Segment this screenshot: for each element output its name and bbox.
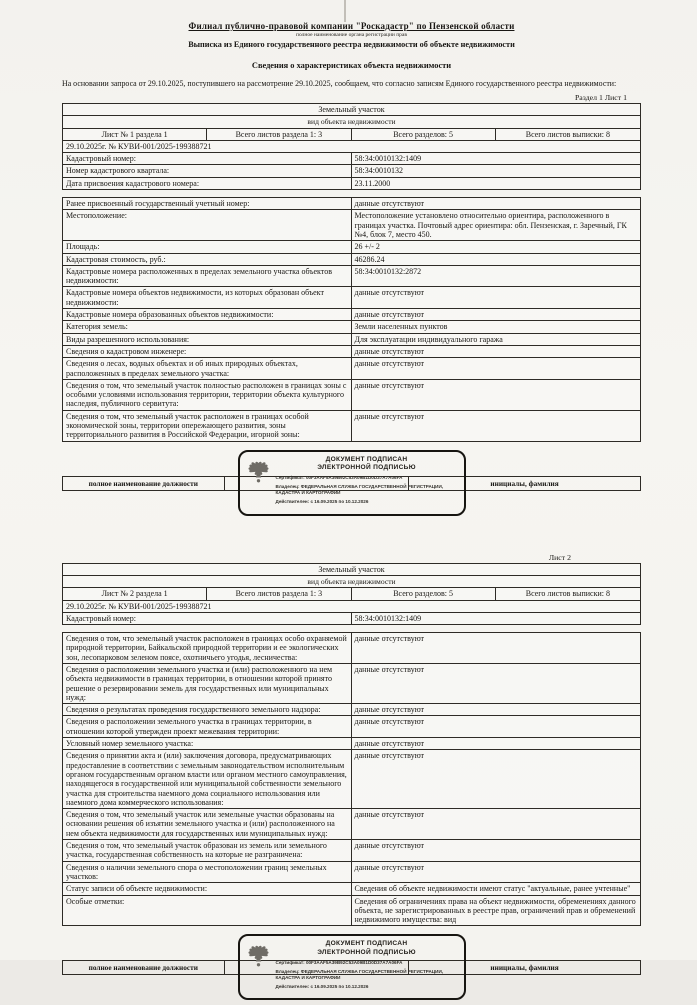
intro-text: На основании запроса от 29.10.2025, поступившего на рассмотрение 29.10.2025, сообщаем, что согласно записям Единого государственного реестра недвижимости: (62, 79, 617, 88)
document-content (62, 0, 641, 1005)
object-type-caption: вид объекта недвижимости (307, 576, 396, 586)
table-row (63, 840, 640, 862)
doc-number: 29.10.2025г. № КУВИ-001/2025-199388721 (66, 601, 212, 611)
row-label: Сведения о результатах проведения государственного земельного надзора: (63, 704, 352, 715)
row-value: данные отсутствуют (354, 310, 425, 320)
stamp-owner: Владелец: ФЕДЕРАЛЬНАЯ СЛУЖБА ГОСУДАРСТВЕННОЙ РЕГИСТРАЦИИ, КАДАСТРА И КАРТОГРАФИИ (275, 484, 444, 496)
digital-signature-stamp (238, 934, 466, 1000)
row-value: Земли населенных пунктов (354, 322, 448, 332)
row-label: Сведения о том, что земельный участок полностью расположен в границах зоны с особыми условиями использования территории, территории объекта культурного наследия, публичного сервитута: (63, 380, 352, 410)
row-value: данные отсутствуют (354, 411, 425, 421)
stamp-title-line1: ДОКУМЕНТ ПОДПИСАН (325, 940, 408, 948)
org-name-caption: полное наименование органа регистрации прав (296, 32, 407, 38)
row-label: Кадастровый номер: (63, 153, 352, 164)
table-row (63, 664, 640, 704)
meta-sheet-number: Лист № 1 раздела 1 (63, 129, 207, 140)
meta-total-sheets: Всего листов выписки: 8 (525, 129, 610, 139)
row-label: Дата присвоения кадастрового номера: (63, 178, 352, 189)
row-label: Сведения о том, что земельный участок расположен в границах особо охраняемой природной территории, Байкальской природной территории и ее экологических зон, лесопарковом зеленом поясе, охотничьего угодья, лесничества: (63, 633, 352, 663)
signature-block (62, 447, 641, 521)
row-label: Кадастровые номера расположенных в пределах земельного участка объектов недвижимости: (63, 266, 352, 287)
stamp-certificate: Сертификат: 00F3AAF5A39B92C53A09B1D0D37A7A06FA (275, 475, 403, 481)
row-value: 58:34:0010132:1409 (354, 613, 422, 623)
object-type-caption: вид объекта недвижимости (307, 117, 396, 127)
signature-position-caption: полное наименование должности (63, 961, 225, 974)
row-value: 58:34:0010132:2872 (354, 266, 422, 276)
meta-sheet-number: Лист № 2 раздела 1 (63, 588, 207, 599)
row-label: Кадастровые номера объектов недвижимости, из которых образован объект недвижимости: (63, 287, 352, 308)
row-value: 26 +/- 2 (354, 242, 380, 252)
row-label: Сведения о кадастровом инженере: (63, 346, 352, 357)
table-row (63, 716, 640, 738)
stamp-certificate: Сертификат: 00F3AAF5A39B92C53A09B1D0D37A7A06FA (275, 960, 403, 966)
coat-of-arms-icon (246, 943, 271, 970)
stamp-validity: Действителен: с 16.09.2025 по 10.12.2026 (275, 499, 369, 505)
row-value: данные отсутствуют (354, 634, 425, 644)
row-label: Сведения о том, что земельный участок или земельные участки образованы на основании решения об изъятии земельного участка и (или) расположенного на нем объекта недвижимости для государственных или муниципальных нужд: (63, 809, 352, 839)
stamp-title-line2: ЭЛЕКТРОННОЙ ПОДПИСЬЮ (317, 948, 416, 956)
row-label: Категория земель: (63, 321, 352, 332)
table-row (63, 210, 640, 241)
row-label: Сведения о наличии земельного спора о местоположении границ земельных участков: (63, 862, 352, 883)
table-row (63, 321, 640, 333)
row-value: данные отсутствуют (354, 664, 425, 674)
row-label: Сведения о расположении земельного участка в границах территории, в отношении которой утвержден проект межевания территории: (63, 716, 352, 737)
row-label: Местоположение: (63, 210, 352, 240)
row-value: 58:34:0010132:1409 (354, 154, 422, 164)
digital-signature-stamp (238, 450, 466, 516)
row-value: данные отсутствуют (354, 739, 425, 749)
row-value: данные отсутствуют (354, 751, 425, 761)
row-value: 58:34:0010132 (354, 166, 403, 176)
object-type: Земельный участок (318, 564, 385, 574)
sheet1-details-table (62, 197, 641, 442)
table-row (63, 738, 640, 750)
document-title: Выписка из Единого государственного реестра недвижимости об объекте недвижимости (188, 40, 515, 49)
table-row (63, 178, 640, 189)
table-row (63, 411, 640, 441)
table-row (63, 704, 640, 716)
row-value: данные отсутствуют (354, 841, 425, 851)
table-row (63, 266, 640, 288)
sheet-meta-row (63, 588, 640, 600)
row-label: Статус записи об объекте недвижимости: (63, 883, 352, 894)
meta-total-sheets: Всего листов выписки: 8 (525, 589, 610, 599)
row-value: Местоположение установлено относительно ориентира, расположенного в границах участка. Почтовый адрес ориентира: обл. Пензенская, г. Заречный, ГК №4, блок 7, место 450. (354, 211, 627, 239)
table-row (63, 241, 640, 253)
table-row (63, 346, 640, 358)
sheet2-header-table (62, 563, 641, 625)
section-sheet-label: Раздел 1 Лист 1 (574, 93, 627, 102)
stamp-title-line2: ЭЛЕКТРОННОЙ ПОДПИСЬЮ (317, 464, 416, 472)
table-row (63, 309, 640, 321)
table-row (63, 254, 640, 266)
signature-block (62, 931, 641, 1005)
meta-section-sheets: Всего листов раздела 1: 3 (207, 129, 351, 140)
table-row (63, 287, 640, 309)
meta-total-sections: Всего разделов: 5 (352, 588, 496, 599)
table-row (63, 896, 640, 926)
row-value: данные отсутствуют (354, 359, 425, 369)
row-value: Сведения об объекте недвижимости имеют статус "актуальные, ранее учтенные" (354, 884, 631, 894)
row-label: Кадастровый номер: (63, 613, 352, 624)
table-row (63, 153, 640, 165)
sheet2-details-table (62, 632, 641, 926)
sheet-meta-row (63, 129, 640, 141)
row-label: Кадастровые номера образованных объектов недвижимости: (63, 309, 352, 320)
meta-section-sheets: Всего листов раздела 1: 3 (207, 588, 351, 599)
row-value: Сведения об ограничениях права на объект недвижимости, обременениях данного объекта, не зарегистрированных в реестре прав, ограничений прав и обременений недвижимого имущества: вид (354, 896, 636, 925)
sheet2-label: Лист 2 (548, 552, 571, 562)
org-name: Филиал публично-правовой компании "Роскадастр" по Пензенской области (188, 21, 515, 31)
row-value: Для эксплуатации индивидуального гаража (354, 334, 503, 344)
table-row (63, 613, 640, 624)
table-row (63, 380, 640, 411)
table-row (63, 633, 640, 664)
table-row (63, 750, 640, 809)
table-row (63, 862, 640, 884)
row-value: 46286.24 (354, 254, 385, 264)
row-value: данные отсутствуют (354, 717, 425, 727)
row-label: Сведения о расположении земельного участка и (или) расположенного на нем объекта недвижимости в границах территории, в отношении которой принято решение о резервировании земель для государственных или муниципальных нужд: (63, 664, 352, 703)
row-value: данные отсутствуют (354, 288, 425, 298)
doc-number: 29.10.2025г. № КУВИ-001/2025-199388721 (66, 141, 212, 151)
object-type: Земельный участок (318, 105, 385, 114)
table-row (63, 198, 640, 210)
row-value: данные отсутствуют (354, 705, 425, 715)
row-label: Кадастровая стоимость, руб.: (63, 254, 352, 265)
row-value: данные отсутствуют (354, 862, 425, 872)
table-row (63, 165, 640, 177)
row-value: 23.11.2000 (354, 178, 391, 188)
stamp-title-line1: ДОКУМЕНТ ПОДПИСАН (325, 455, 408, 463)
sheet1-header-table (62, 103, 641, 190)
row-label: Площадь: (63, 241, 352, 252)
row-label: Сведения о лесах, водных объектах и об иных природных объектах, расположенных в пределах земельного участка: (63, 358, 352, 379)
signature-name-caption: инициалы, фамилия (490, 478, 559, 488)
row-label: Сведения о принятии акта и (или) заключения договора, предусматривающих предоставление в соответствии с земельным законодательством исполнительным органом государственным органом власти или органом местного самоуправления, находящегося в государственной или муниципальной собственности земельного участка для строительства наемного дома социального использования или наемного дома коммерческого использования: (63, 750, 352, 808)
row-label: Номер кадастрового квартала: (63, 165, 352, 176)
row-label: Сведения о том, что земельный участок образован из земель или земельного участка, государственная собственность на которые не разграничена: (63, 840, 352, 861)
stamp-validity: Действителен: с 16.09.2025 по 10.12.2026 (275, 983, 369, 989)
table-row (63, 883, 640, 895)
row-value: данные отсутствуют (354, 810, 425, 820)
signature-name-caption: инициалы, фамилия (490, 963, 559, 973)
row-label: Сведения о том, что земельный участок расположен в границах особой экономической зоны, территории опережающего развития, зоны территориального развития в Российской Федерации, игорной зоны: (63, 411, 352, 441)
row-label: Условный номер земельного участка: (63, 738, 352, 749)
coat-of-arms-icon (246, 459, 271, 486)
row-label: Виды разрешенного использования: (63, 334, 352, 345)
row-value: данные отсутствуют (354, 346, 425, 356)
row-label: Особые отметки: (63, 896, 352, 926)
meta-total-sections: Всего разделов: 5 (352, 129, 496, 140)
table-row (63, 334, 640, 346)
document-header (62, 0, 641, 70)
stamp-owner: Владелец: ФЕДЕРАЛЬНАЯ СЛУЖБА ГОСУДАРСТВЕННОЙ РЕГИСТРАЦИИ, КАДАСТРА И КАРТОГРАФИИ (275, 969, 444, 981)
row-value: данные отсутствуют (354, 199, 425, 209)
table-row (63, 809, 640, 840)
document-subtitle: Сведения о характеристиках объекта недвижимости (251, 61, 452, 70)
row-label: Ранее присвоенный государственный учетный номер: (63, 198, 352, 209)
row-value: данные отсутствуют (354, 380, 425, 390)
signature-position-caption: полное наименование должности (63, 477, 225, 490)
table-row (63, 358, 640, 380)
